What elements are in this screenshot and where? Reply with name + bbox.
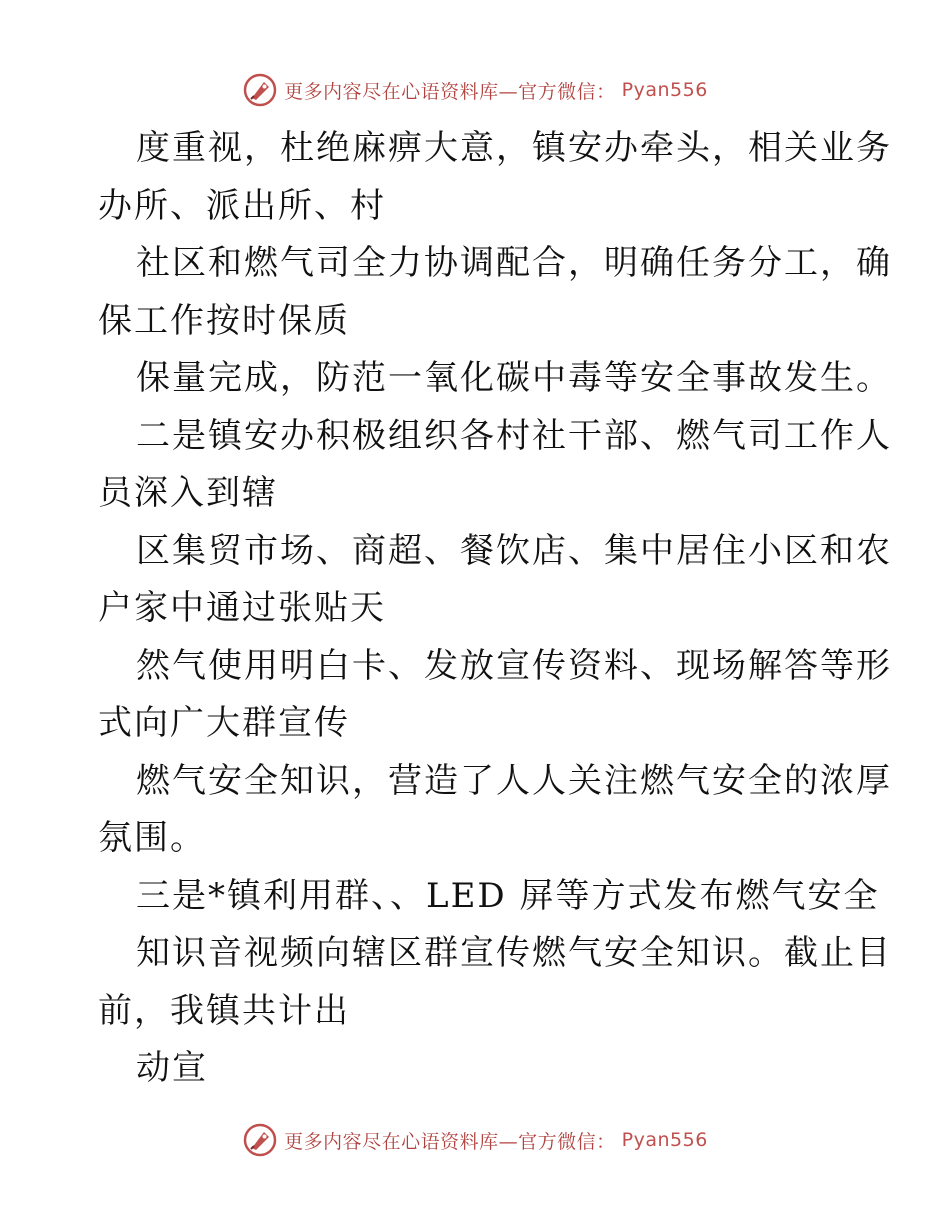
text-line: 度重视，杜绝麻痹大意，镇安办牵头，相关业务 xyxy=(136,128,892,168)
header-banner xyxy=(0,70,950,110)
banner-text: 更多内容尽在心语资料库—官方微信： xyxy=(284,80,616,103)
text-line: 三是*镇利用群、、LED 屏等方式发布燃气安全 xyxy=(136,875,880,916)
text-line: 氛围。 xyxy=(98,818,206,858)
text-line: 前，我镇共计出 xyxy=(98,990,350,1031)
text-line: 员深入到辖 xyxy=(98,473,278,513)
banner-text: 更多内容尽在心语资料库—官方微信： xyxy=(284,1130,616,1153)
text-line: 保量完成，防范一氧化碳中毒等安全事故发生。 xyxy=(136,358,892,398)
pen-nib-logo-icon xyxy=(242,1122,278,1158)
text-line: 然气使用明白卡、发放宣传资料、现场解答等形 xyxy=(136,645,892,686)
text-line: 社区和燃气司全力协调配合，明确任务分工，确 xyxy=(136,243,892,283)
text-line: 燃气安全知识，营造了人人关注燃气安全的浓厚 xyxy=(136,760,892,801)
wechat-id: Pyan556 xyxy=(621,79,708,101)
document-body xyxy=(98,120,892,1098)
text-line: 户家中通过张贴天 xyxy=(98,588,386,628)
footer-banner xyxy=(0,1120,950,1160)
pen-nib-logo-icon xyxy=(242,72,278,108)
text-line: 办所、派出所、村 xyxy=(98,185,386,226)
text-line: 式向广大群宣传 xyxy=(98,703,350,743)
text-line: 二是镇安办积极组织各村社干部、燃气司工作人 xyxy=(136,415,892,456)
text-line: 区集贸市场、商超、餐饮店、集中居住小区和农 xyxy=(136,530,892,571)
text-line: 动宣 xyxy=(136,1048,208,1088)
wechat-id: Pyan556 xyxy=(621,1129,708,1151)
text-line: 保工作按时保质 xyxy=(98,300,350,341)
text-line: 知识音视频向辖区群宣传燃气安全知识。截止目 xyxy=(136,933,892,973)
